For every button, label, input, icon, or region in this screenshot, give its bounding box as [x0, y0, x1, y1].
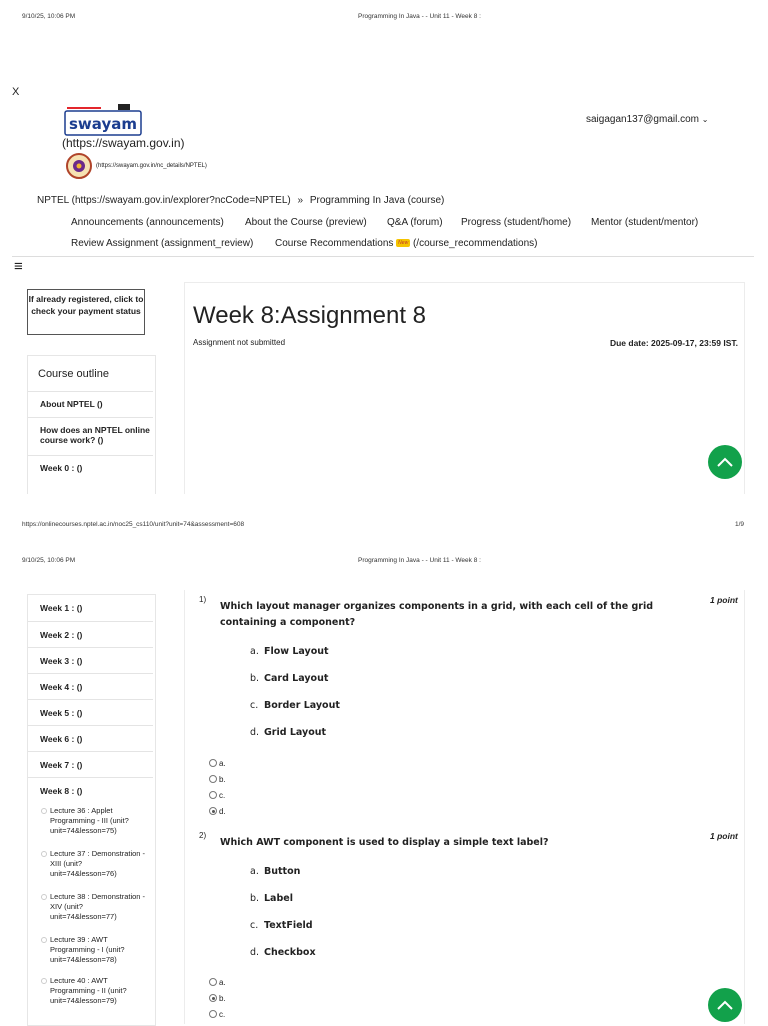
question-2-radio-c[interactable]: c. — [209, 1006, 226, 1022]
outline-item-week-4[interactable]: Week 4 : () — [28, 673, 153, 699]
chevron-up-icon — [717, 1000, 733, 1010]
nav-qa[interactable]: Q&A (forum) — [387, 217, 443, 228]
question-2-radio-b[interactable]: b. — [209, 990, 226, 1006]
new-badge: New — [398, 240, 409, 247]
question-2-option-a: a. Button — [250, 866, 301, 877]
nav-recommend-label: Course Recommendations — [275, 238, 394, 249]
question-2-points: 1 point — [710, 831, 738, 841]
outline-item-week-2[interactable]: Week 2 : () — [28, 621, 153, 647]
question-1-radio-d[interactable]: d. — [209, 803, 226, 819]
print-datetime-2: 9/10/25, 10:06 PM — [22, 557, 76, 564]
scroll-to-top-button-2[interactable] — [708, 988, 742, 1022]
svg-text:swayam: swayam — [69, 115, 137, 133]
assignment-title: Week 8:Assignment 8 — [193, 302, 427, 329]
question-1-radio-a[interactable]: a. — [209, 755, 226, 771]
radio-icon — [209, 775, 217, 783]
question-1-option-c: c. Border Layout — [250, 700, 340, 711]
nav-recommend-path: (/course_recommendations) — [412, 238, 538, 249]
swayam-logo-graphic — [64, 104, 144, 138]
lesson-status-icon — [41, 894, 47, 900]
question-1-text: Which layout manager organizes components in a grid, with each cell of the grid containing a component? — [220, 601, 654, 628]
hamburger-menu-icon[interactable]: ≡ — [14, 258, 23, 275]
breadcrumb-course[interactable]: Programming In Java (course) — [309, 195, 445, 206]
assignment-panel — [184, 282, 745, 494]
course-outline-title: Course outline — [38, 368, 109, 380]
outline-item-week-8[interactable]: Week 8 : () — [28, 777, 153, 803]
outline-item-week-7[interactable]: Week 7 : () — [28, 751, 153, 777]
swayam-logo[interactable] — [64, 104, 144, 138]
lesson-item[interactable]: Lecture 40 : AWT Programming - II (unit?unit=74&lesson=79) — [50, 976, 146, 1006]
outline-item-week-3[interactable]: Week 3 : () — [28, 647, 153, 673]
question-2-option-d: d. Checkbox — [250, 947, 316, 958]
question-2-radio-a[interactable]: a. — [209, 974, 226, 990]
radio-icon — [209, 1010, 217, 1018]
outline-item-week-1[interactable]: Week 1 : () — [40, 603, 83, 613]
lesson-status-icon — [41, 937, 47, 943]
lesson-item[interactable]: Lecture 36 : Applet Programming - III (unit?unit=74&lesson=75) — [50, 806, 146, 836]
lesson-item[interactable]: Lecture 39 : AWT Programming - I (unit?unit=74&lesson=78) — [50, 935, 146, 965]
lesson-status-icon — [41, 978, 47, 984]
question-1-radio-b[interactable]: b. — [209, 771, 226, 787]
print-page-number: 1/9 — [735, 521, 745, 528]
outline-item-week-5[interactable]: Week 5 : () — [28, 699, 153, 725]
outline-item-how-nptel-works[interactable]: How does an NPTEL online course work? () — [28, 417, 153, 455]
chevron-up-icon — [717, 457, 733, 467]
nav-about-course[interactable]: About the Course (preview) — [245, 217, 367, 228]
nptel-url[interactable]: (https://swayam.gov.in/nc_details/NPTEL) — [96, 163, 207, 169]
lesson-status-icon — [41, 851, 47, 857]
print-footer-url: https://onlinecourses.nptel.ac.in/noc25_cs110/unit?unit=74&assessment=608 — [22, 521, 245, 528]
question-2-text: Which AWT component is used to display a simple text label? — [220, 837, 549, 848]
question-1-option-d: d. Grid Layout — [250, 727, 327, 738]
lesson-item[interactable]: Lecture 37 : Demonstration - XIII (unit?unit=74&lesson=76) — [50, 849, 146, 879]
user-menu[interactable] — [586, 114, 708, 125]
radio-icon — [209, 978, 217, 986]
course-outline-panel — [27, 355, 156, 494]
nav-announcements[interactable]: Announcements (announcements) — [71, 217, 224, 228]
nav-mentor[interactable]: Mentor (student/mentor) — [591, 217, 699, 228]
close-button[interactable]: X — [12, 86, 20, 98]
nav-progress[interactable]: Progress (student/home) — [461, 217, 572, 228]
question-2-option-c: c. TextField — [250, 920, 313, 931]
question-2-number: 2) — [199, 831, 207, 840]
question-2-answers — [209, 974, 226, 1022]
question-1-points: 1 point — [710, 595, 738, 605]
question-1-option-a: a. Flow Layout — [250, 646, 329, 657]
question-1-number: 1) — [199, 595, 207, 604]
breadcrumb-nptel[interactable]: NPTEL (https://swayam.gov.in/explorer?ncCode=NPTEL) — [37, 195, 291, 206]
question-1-radio-c[interactable]: c. — [209, 787, 226, 803]
print-title: Programming In Java - - Unit 11 - Week 8 : — [358, 13, 481, 20]
swayam-url[interactable]: (https://swayam.gov.in) — [62, 136, 185, 150]
nav-review-assignment[interactable]: Review Assignment (assignment_review) — [71, 238, 254, 249]
radio-icon — [209, 791, 217, 799]
lesson-item[interactable]: Lecture 38 : Demonstration - XIV (unit?unit=74&lesson=77) — [50, 892, 146, 922]
nptel-logo-icon[interactable] — [66, 153, 92, 179]
course-outline-panel-continued — [27, 594, 156, 1026]
breadcrumb-separator: » — [297, 195, 304, 206]
radio-checked-icon — [209, 807, 217, 815]
question-1-option-b: b. Card Layout — [250, 673, 329, 684]
assignment-due-date: Due date: 2025-09-17, 23:59 IST. — [609, 338, 738, 348]
lesson-status-icon — [41, 808, 47, 814]
radio-icon — [209, 759, 217, 767]
outline-item-about-nptel[interactable]: About NPTEL () — [28, 391, 153, 417]
outline-item-week-0[interactable]: Week 0 : () — [28, 455, 153, 494]
print-title-2: Programming In Java - - Unit 11 - Week 8 : — [358, 557, 481, 564]
nav-divider — [12, 256, 754, 257]
user-email: saigagan137@gmail.com — [586, 114, 699, 125]
payment-status-button[interactable]: If already registered, click to check your payment status — [27, 289, 145, 335]
scroll-to-top-button[interactable] — [708, 445, 742, 479]
print-datetime: 9/10/25, 10:06 PM — [22, 13, 76, 20]
assignment-status: Assignment not submitted — [193, 338, 286, 347]
question-2-option-b: b. Label — [250, 893, 293, 904]
breadcrumb — [37, 195, 444, 206]
radio-checked-icon — [209, 994, 217, 1002]
question-1-answers — [209, 755, 226, 819]
chevron-down-icon: ⌄ — [701, 115, 709, 124]
nav-course-recommendations[interactable] — [275, 238, 537, 249]
outline-item-week-6[interactable]: Week 6 : () — [28, 725, 153, 751]
